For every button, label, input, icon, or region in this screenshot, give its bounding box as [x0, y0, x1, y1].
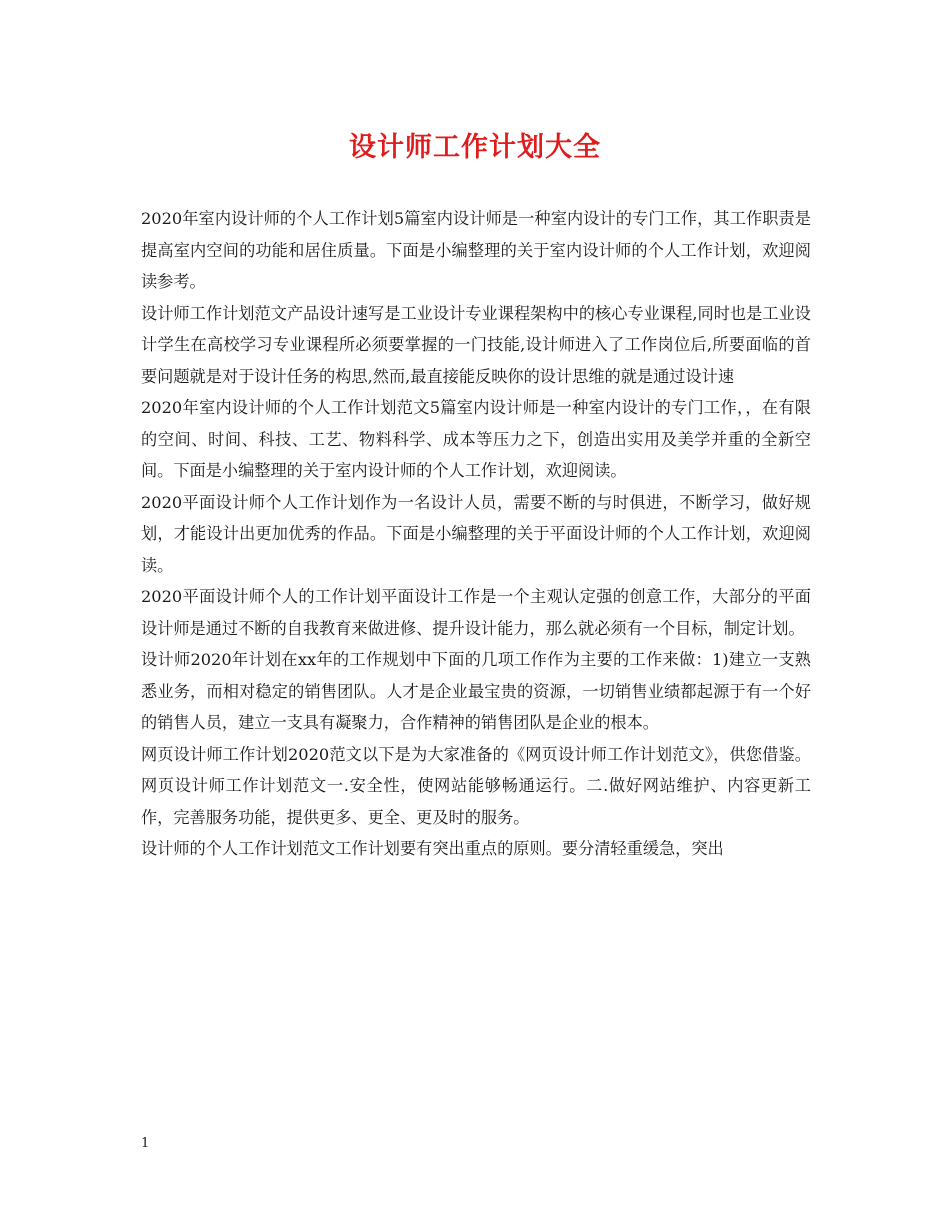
paragraph: 2020年室内设计师的个人工作计划5篇室内设计师是一种室内设计的专门工作，其工作职责是提高室内空间的功能和居住质量。下面是小编整理的关于室内设计师的个人工作计划，欢迎阅读参考。 [141, 209, 811, 291]
document-body [141, 203, 811, 865]
paragraph: 2020平面设计师个人的工作计划平面设计工作是一个主观认定强的创意工作，大部分的平面设计师是通过不断的自我教育来做进修、提升设计能力，那么就必须有一个目标，制定计划。 [141, 587, 811, 638]
paragraph: 设计师的个人工作计划范文工作计划要有突出重点的原则。要分清轻重缓急，突出 [141, 839, 724, 858]
paragraph: 2020年室内设计师的个人工作计划范文5篇室内设计师是一种室内设计的专门工作，，在有限的空间、时间、科技、工艺、物料科学、成本等压力之下，创造出实用及美学并重的全新空间。下面是小编整理的关于室内设计师的个人工作计划，欢迎阅读。 [141, 398, 811, 480]
paragraph: 设计师2020年计划在xx年的工作规划中下面的几项工作作为主要的工作来做：1)建立一支熟悉业务，而相对稳定的销售团队。人才是企业最宝贵的资源，一切销售业绩都起源于有一个好的销售人员，建立一支具有凝聚力，合作精神的销售团队是企业的根本。 [141, 650, 811, 732]
document-title: 设计师工作计划大全 [349, 132, 601, 163]
paragraph: 网页设计师工作计划2020范文以下是为大家准备的《网页设计师工作计划范文》，供您借鉴。网页设计师工作计划范文一.安全性，使网站能够畅通运行。二.做好网站维护、内容更新工作，完善服务功能，提供更多、更全、更及时的服务。 [141, 744, 811, 827]
paragraph: 设计师工作计划范文产品设计速写是工业设计专业课程架构中的核心专业课程,同时也是工业设计学生在高校学习专业课程所必须要掌握的一门技能,设计师进入了工作岗位后,所要面临的首要问题就是对于设计任务的构思,然而,最直接能反映你的设计思维的就是通过设计速 [141, 303, 811, 386]
page-number: 1 [141, 1136, 150, 1151]
paragraph: 2020平面设计师个人工作计划作为一名设计人员，需要不断的与时俱进，不断学习，做好规划，才能设计出更加优秀的作品。下面是小编整理的关于平面设计师的个人工作计划，欢迎阅读。 [141, 492, 811, 575]
